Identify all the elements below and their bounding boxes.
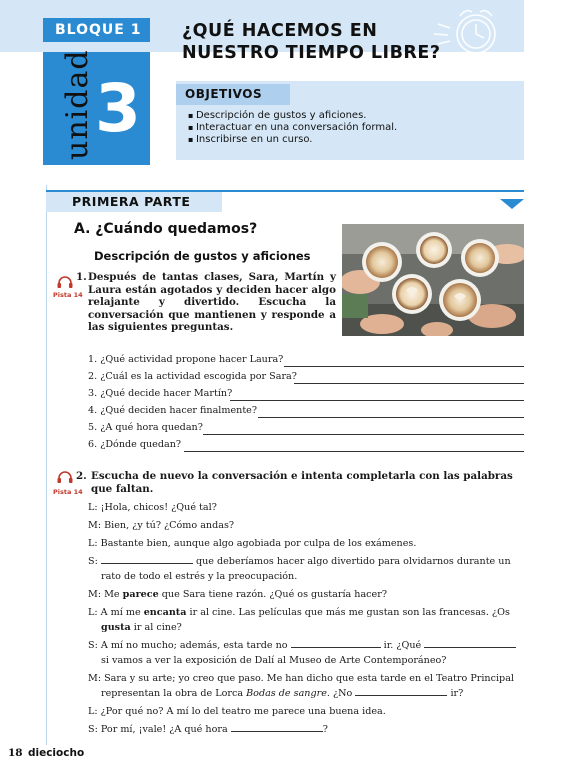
dialogue-line: si vamos a ver la exposición de Dalí al Museo de Arte Contemporáneo? bbox=[101, 655, 447, 666]
unit-number: 3 bbox=[95, 70, 141, 147]
answer-line-1[interactable] bbox=[284, 366, 524, 367]
blank-field[interactable] bbox=[291, 638, 381, 648]
play-title: Bodas de sangre bbox=[246, 688, 327, 699]
highlight-word: gusta bbox=[101, 622, 131, 633]
dialogue-line: M: Sara y su arte; yo creo que paso. Me han dicho que esta tarde en el Teatro Principal bbox=[88, 673, 514, 684]
exercise-number: 2. bbox=[76, 470, 87, 482]
speaker-text: S: bbox=[88, 556, 98, 567]
answer-line-2[interactable] bbox=[294, 383, 524, 384]
highlight-word: parece bbox=[122, 589, 159, 600]
dialogue-text: S: Por mí, ¡vale! ¿A qué hora bbox=[88, 724, 228, 735]
unit-word: unidad bbox=[60, 49, 95, 160]
track-label: Pista 14 bbox=[53, 291, 83, 299]
dialogue-text: ir al cine? bbox=[133, 622, 182, 633]
dialogue-line bbox=[101, 686, 463, 701]
answer-line-3[interactable] bbox=[230, 400, 524, 401]
blank-field[interactable] bbox=[231, 722, 323, 732]
question-2: 2. ¿Cuál es la actividad escogida por Sara? bbox=[88, 371, 297, 382]
dialogue-line bbox=[88, 587, 387, 602]
dialogue-line: rato de todo el estrés y la preocupación. bbox=[101, 571, 298, 582]
page-title bbox=[182, 20, 441, 64]
dialogue-line bbox=[88, 605, 510, 620]
exercise-2-instruction: Escucha de nuevo la conversación e intenta completarla con las palabras que faltan. bbox=[91, 470, 513, 495]
dialogue-text: representan la obra de Lorca bbox=[101, 688, 244, 699]
blank-field[interactable] bbox=[355, 686, 447, 696]
question-3: 3. ¿Qué decide hacer Martín? bbox=[88, 388, 233, 399]
page-footer bbox=[8, 747, 84, 759]
page-number-word: dieciocho bbox=[27, 747, 85, 759]
objective-item: ▪ Descripción de gustos y aficiones. bbox=[188, 110, 397, 122]
blank-field[interactable] bbox=[101, 554, 193, 564]
blank-field[interactable] bbox=[424, 638, 516, 648]
objectives-title: OBJETIVOS bbox=[176, 84, 290, 105]
highlight-word: encanta bbox=[143, 607, 187, 618]
left-margin-rule bbox=[46, 185, 47, 745]
part-label: PRIMERA PARTE bbox=[46, 192, 222, 212]
question-1: 1. ¿Qué actividad propone hacer Laura? bbox=[88, 354, 284, 365]
page-number: 18 bbox=[8, 747, 23, 759]
dialogue-line bbox=[88, 638, 516, 653]
headphones-icon bbox=[57, 471, 73, 483]
answer-line-5[interactable] bbox=[203, 434, 524, 435]
coffee-cups-photo bbox=[342, 224, 524, 336]
dialogue-line bbox=[88, 722, 328, 737]
dialogue-line: L: ¡Hola, chicos! ¿Qué tal? bbox=[88, 502, 217, 513]
dialogue-text: S: A mí no mucho; además, esta tarde no bbox=[88, 640, 288, 651]
dialogue-line bbox=[88, 554, 511, 569]
dialogue-text: ir? bbox=[450, 688, 464, 699]
question-4: 4. ¿Qué deciden hacer finalmente? bbox=[88, 405, 258, 416]
title-line-2: NUESTRO TIEMPO LIBRE? bbox=[182, 43, 441, 63]
track-label: Pista 14 bbox=[53, 488, 83, 496]
exercise-number: 1. bbox=[76, 271, 87, 283]
dialogue-line: L: Bastante bien, aunque algo agobiada por culpa de los exámenes. bbox=[88, 538, 417, 549]
dialogue-text: que Sara tiene razón. ¿Qué os gustaría hacer? bbox=[161, 589, 387, 600]
dialogue-text: ? bbox=[322, 724, 328, 735]
question-6: 6. ¿Dónde quedan? bbox=[88, 439, 182, 450]
objective-item: ▪ Inscribirse en un curso. bbox=[188, 134, 397, 146]
section-subheading: Descripción de gustos y aficiones bbox=[94, 249, 311, 263]
exercise-1-instruction: Después de tantas clases, Sara, Martín y Laura están agotados y deciden hacer algo relajante y divertido. Escucha la conversación que mantienen y responde a las siguientes preguntas. bbox=[88, 271, 336, 334]
question-5: 5. ¿A qué hora quedan? bbox=[88, 422, 203, 433]
answer-line-6[interactable] bbox=[184, 451, 524, 452]
alarm-clock-icon bbox=[430, 4, 510, 66]
dialogue-text: M: Me bbox=[88, 589, 120, 600]
answer-line-4[interactable] bbox=[258, 417, 524, 418]
dialogue-text: . ¿No bbox=[326, 688, 353, 699]
dialogue-text: ir. ¿Qué bbox=[383, 640, 422, 651]
triangle-marker-icon bbox=[500, 199, 524, 209]
dialogue-line bbox=[101, 620, 182, 635]
dialogue-line: M: Bien, ¿y tú? ¿Cómo andas? bbox=[88, 520, 235, 531]
dialogue-text: que deberíamos hacer algo divertido para olvidarnos durante un bbox=[195, 556, 511, 567]
objectives-list bbox=[188, 110, 397, 146]
objective-item: ▪ Interactuar en una conversación formal. bbox=[188, 122, 397, 134]
block-label: BLOQUE 1 bbox=[43, 18, 150, 42]
headphones-icon bbox=[57, 276, 73, 288]
title-line-1: ¿QUÉ HACEMOS EN bbox=[182, 21, 378, 41]
dialogue-text: L: A mí me bbox=[88, 607, 141, 618]
dialogue-text: ir al cine. Las películas que más me gustan son las francesas. ¿Os bbox=[189, 607, 510, 618]
dialogue-line: L: ¿Por qué no? A mí lo del teatro me parece una buena idea. bbox=[88, 706, 386, 717]
section-heading: A. ¿Cuándo quedamos? bbox=[74, 221, 258, 237]
